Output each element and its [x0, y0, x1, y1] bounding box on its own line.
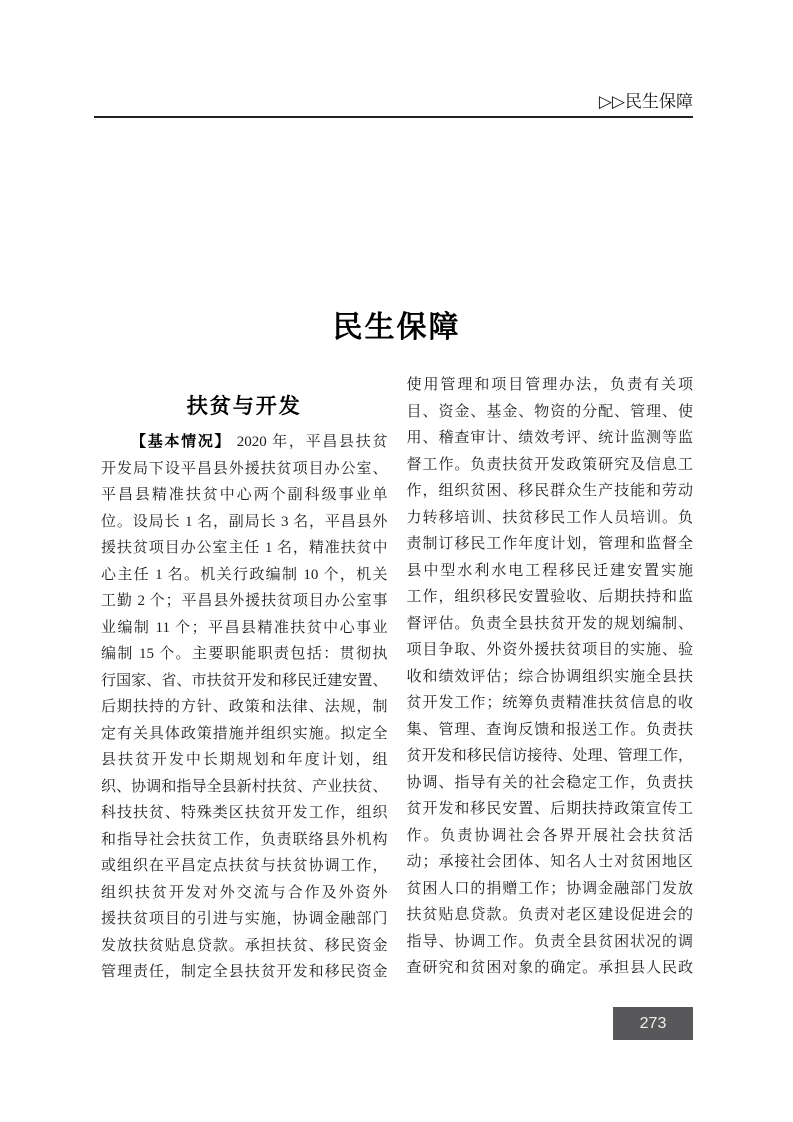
- text-line: 作，组织贫困、移民群众生产技能和劳动: [406, 483, 693, 499]
- text-line: 动；承接社会团体、知名人士对贫困地区: [406, 854, 693, 870]
- text-line: 编制 15 个。主要职能职责包括：贯彻执: [101, 646, 388, 662]
- text-line: 项目争取、外资外援扶贫项目的实施、验: [406, 642, 693, 658]
- text-line: 管理责任，制定全县扶贫开发和移民资金: [101, 964, 388, 980]
- running-header-text: ▷▷民生保障: [598, 92, 693, 111]
- paragraph-lead-label: 【基本情况】: [131, 433, 232, 450]
- text-line: 贫开发和移民信访接待、处理、管理工作，: [406, 748, 693, 764]
- left-column: [101, 372, 388, 986]
- text-line: 协调、指导有关的社会稳定工作，负责扶: [406, 774, 693, 791]
- text-line: 县扶贫开发中长期规划和年度计划，组: [101, 752, 388, 768]
- text-line: 督工作。负责扶贫开发政策研究及信息工: [406, 456, 693, 473]
- page-number: 273: [639, 1014, 667, 1032]
- page-number-badge: [613, 1007, 693, 1040]
- text-line: 贫开发和移民安置、后期扶持政策宣传工: [406, 801, 693, 817]
- text-line: 后期扶持的方针、政策和法律、法规，制: [101, 699, 388, 715]
- text-line: 用、稽查审计、绩效考评、统计监测等监: [406, 430, 693, 446]
- text-line: 贫困人口的捐赠工作；协调金融部门发放: [406, 880, 693, 897]
- right-column: [407, 372, 694, 986]
- text-line: 工勤 2 个；平昌县外援扶贫项目办公室事: [101, 593, 388, 609]
- text-line: 贫开发工作；统筹负责精准扶贫信息的收: [406, 695, 693, 711]
- text-line: 查研究和贫困对象的确定。承担县人民政: [406, 960, 693, 976]
- text-line: 扶贫贴息贷款。负责对老区建设促进会的: [406, 907, 693, 923]
- text-line: 督评估。负责全县扶贫开发的规划编制、: [406, 615, 693, 632]
- left-column-lines: [101, 456, 388, 986]
- text-line: 集、管理、查询反馈和报送工作。负责扶: [406, 721, 693, 738]
- text-line: 目、资金、基金、物资的分配、管理、使: [406, 403, 693, 420]
- text-line: 收和绩效评估；综合协调组织实施全县扶: [406, 668, 693, 685]
- text-line: 援扶贫项目办公室主任 1 名，精准扶贫中: [101, 540, 388, 556]
- text-line: 责制订移民工作年度计划，管理和监督全: [406, 536, 693, 552]
- text-line: 平昌县精准扶贫中心两个副科级事业单: [101, 487, 388, 503]
- paragraph-first-line: [101, 429, 388, 456]
- text-line: 组织扶贫开发对外交流与合作及外资外: [101, 884, 388, 901]
- text-line: 指导、协调工作。负责全县贫困状况的调: [406, 933, 693, 950]
- text-line: 力转移培训、扶贫移民工作人员培训。负: [406, 509, 693, 526]
- text-line: 行国家、省、市扶贫开发和移民迁建安置、: [101, 672, 388, 689]
- text-line: 科技扶贫、特殊类区扶贫开发工作，组织: [101, 805, 388, 821]
- text-line: 和指导社会扶贫工作，负责联络县外机构: [101, 831, 388, 848]
- text-line: 使用管理和项目管理办法，负责有关项: [406, 377, 693, 393]
- text-columns: [101, 372, 693, 986]
- text-line: 位。设局长 1 名，副局长 3 名，平昌县外: [101, 513, 388, 530]
- text-line: 发放扶贫贴息贷款。承担扶贫、移民资金: [101, 937, 388, 954]
- text-line: 工作，组织移民安置验收、后期扶持和监: [406, 589, 693, 605]
- section-heading: 扶贫与开发: [186, 395, 302, 418]
- text-line: 定有关具体政策措施并组织实施。拟定全: [101, 725, 388, 742]
- text-line: 心主任 1 名。机关行政编制 10 个，机关: [101, 566, 388, 583]
- page-title: 民生保障: [332, 311, 461, 344]
- paragraph-first-line-text: 2020 年，平昌县扶贫: [231, 434, 388, 450]
- text-line: 织、协调和指导全县新村扶贫、产业扶贫、: [101, 778, 388, 795]
- text-line: 援扶贫项目的引进与实施，协调金融部门: [101, 911, 388, 927]
- running-header: [94, 92, 693, 118]
- right-column-lines: [407, 372, 694, 982]
- text-line: 开发局下设平昌县外援扶贫项目办公室、: [101, 460, 388, 477]
- text-line: 业编制 11 个；平昌县精准扶贫中心事业: [101, 619, 388, 636]
- text-line: 作。负责协调社会各界开展社会扶贫活: [406, 827, 693, 844]
- text-line: 县中型水利水电工程移民迁建安置实施: [406, 562, 693, 579]
- text-line: 或组织在平昌定点扶贫与扶贫协调工作，: [101, 858, 388, 874]
